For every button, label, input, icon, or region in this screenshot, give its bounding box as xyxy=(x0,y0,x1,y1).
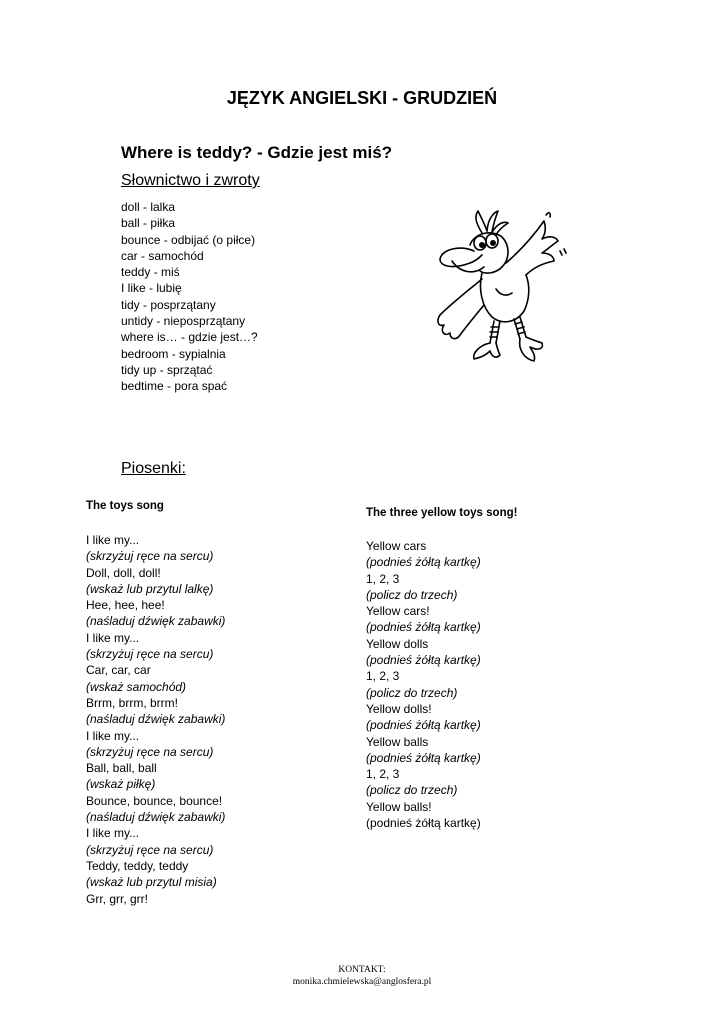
song-line: Ball, ball, ball xyxy=(86,761,157,776)
song-instruction: (skrzyżuj ręce na sercu) xyxy=(86,549,214,564)
contact-label: KONTAKT: xyxy=(338,965,386,975)
bird-body-detail xyxy=(496,289,512,295)
song-line: I like my... xyxy=(86,630,140,645)
crest-feather xyxy=(487,211,498,232)
vocabulary-list xyxy=(121,199,258,395)
bird-body xyxy=(480,273,528,322)
contact-email: monika.chmielewska@anglosfera.pl xyxy=(292,977,432,987)
contact-footer xyxy=(0,964,724,988)
song-instruction: (policz do trzech) xyxy=(366,587,458,602)
song-line: I like my... xyxy=(86,533,140,547)
song-instruction: (naśladuj dźwięk zabawki) xyxy=(86,614,226,629)
song-instruction: (podnieś żółtą kartkę) xyxy=(366,750,481,765)
song-instruction: (naśladuj dźwięk zabawki) xyxy=(86,712,226,727)
song-line: Hee, hee, hee! xyxy=(86,598,165,613)
song-instruction: (policz do trzech) xyxy=(366,685,458,700)
song-instruction: (skrzyżuj ręce na sercu) xyxy=(86,647,214,662)
vocabulary-item: car - samochód xyxy=(121,248,204,263)
bird-illustration xyxy=(430,205,570,370)
song-instruction: (wskaż samochód) xyxy=(86,679,187,694)
vocabulary-item: teddy - miś xyxy=(121,265,180,280)
song-instruction: (podnieś żółtą kartkę) xyxy=(366,555,481,570)
song-line: Yellow cars! xyxy=(366,604,430,619)
song-line: Teddy, teddy, teddy xyxy=(86,858,189,873)
song-instruction: (podnieś żółtą kartkę) xyxy=(366,653,481,668)
song-title: The three yellow toys song! xyxy=(366,507,518,519)
song-lyrics xyxy=(86,532,225,907)
song-line: Brrm, brrm, brrm! xyxy=(86,695,178,710)
bird-foot xyxy=(520,337,543,361)
song-instruction: (podnieś żółtą kartkę) xyxy=(366,620,481,635)
song-line: Grr, grr, grr! xyxy=(86,891,149,906)
vocabulary-item: where is… - gdzie jest…? xyxy=(121,330,258,345)
motion-mark xyxy=(560,249,566,255)
song-instruction: (naśladuj dźwięk zabawki) xyxy=(86,810,226,825)
bird-beak xyxy=(440,248,482,266)
song-instruction: (wskaż lub przytul lalkę) xyxy=(86,581,214,596)
song-title: The toys song xyxy=(86,500,164,512)
song-line: I like my... xyxy=(86,728,140,743)
song-line: Bounce, bounce, bounce! xyxy=(86,793,223,808)
bird-wing-raised xyxy=(506,221,558,275)
song-line: Yellow balls! xyxy=(366,799,432,814)
vocabulary-item: bounce - odbijać (o piłce) xyxy=(121,232,256,247)
vocabulary-item: tidy - posprzątany xyxy=(121,297,216,312)
song-line: Yellow cars xyxy=(366,539,427,553)
song-line: Yellow dolls! xyxy=(366,701,432,716)
vocabulary-item: doll - lalka xyxy=(121,200,176,214)
song-line: Car, car, car xyxy=(86,663,151,678)
vocabulary-item: untidy - nieposprzątany xyxy=(121,314,246,329)
song-instruction: (skrzyżuj ręce na sercu) xyxy=(86,842,214,857)
song-instruction: (wskaż piłkę) xyxy=(86,777,156,792)
bird-foot xyxy=(474,343,500,359)
vocabulary-item: bedtime - pora spać xyxy=(121,379,228,394)
song-instruction: (podnieś żółtą kartkę) xyxy=(366,718,481,733)
song-line: 1, 2, 3 xyxy=(366,669,400,684)
songs-heading: Piosenki: xyxy=(121,460,186,477)
song-line: Yellow dolls xyxy=(366,636,429,651)
lesson-subtitle: Where is teddy? - Gdzie jest miś? xyxy=(121,143,393,162)
motion-mark xyxy=(546,213,550,217)
bird-pupil xyxy=(480,243,484,247)
song-line: Yellow balls xyxy=(366,734,429,749)
bird-mouth xyxy=(452,261,484,272)
song-line: (podnieś żółtą kartkę) xyxy=(366,816,481,831)
song-instruction: (wskaż lub przytul misia) xyxy=(86,875,217,890)
bird-pupil xyxy=(491,241,495,245)
vocabulary-heading: Słownictwo i zwroty xyxy=(121,172,260,189)
crest-feather xyxy=(476,211,487,233)
song-line: 1, 2, 3 xyxy=(366,767,400,782)
song-line: 1, 2, 3 xyxy=(366,571,400,586)
song-lyrics xyxy=(366,538,481,831)
vocabulary-item: I like - lubię xyxy=(121,281,182,296)
vocabulary-item: bedroom - sypialnia xyxy=(121,346,226,361)
vocabulary-item: tidy up - sprzątać xyxy=(121,362,213,377)
song-instruction: (skrzyżuj ręce na sercu) xyxy=(86,744,214,759)
bird-wing-lower xyxy=(438,279,484,339)
vocabulary-item: ball - piłka xyxy=(121,216,176,231)
page-title: JĘZYK ANGIELSKI - GRUDZIEŃ xyxy=(226,88,498,108)
song-line: I like my... xyxy=(86,826,140,841)
song-line: Doll, doll, doll! xyxy=(86,565,161,580)
song-instruction: (policz do trzech) xyxy=(366,783,458,798)
